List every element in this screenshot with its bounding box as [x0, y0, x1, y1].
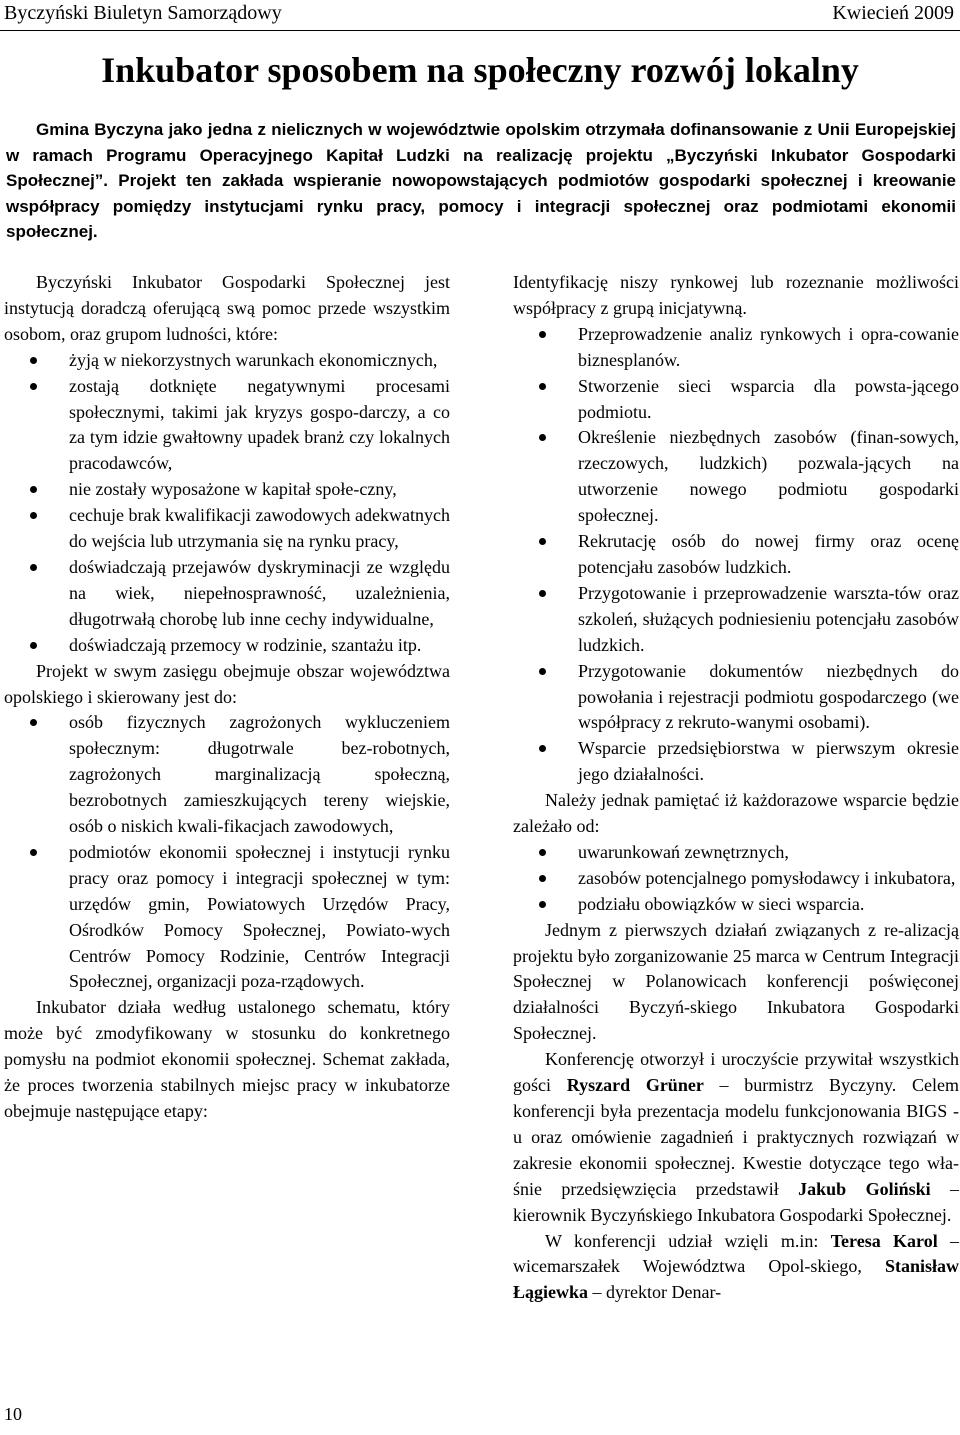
- bullet-icon: [539, 745, 546, 752]
- target-groups-list: [4, 348, 450, 659]
- list-item: Przeprowadzenie analiz rynkowych i opra-cowanie biznesplanów.: [513, 322, 959, 374]
- left-paragraph-3: Inkubator działa według ustalonego schematu, który może być zmodyfikowany w stosunku do konkretnego pomysłu na podmiot ekonomii społecznej. Schemat zakłada, że proces tworzenia stabilnych miejsc pracy w inkubatorze obejmuje następujące etapy:: [4, 997, 450, 1121]
- person-name: Stanisław Łągiewka: [513, 1256, 960, 1303]
- bullet-icon: [539, 331, 546, 338]
- list-item: podmiotów ekonomii społecznej i instytucji rynku pracy oraz pomocy i integracji społecznej w tym: urzędów gmin, Powiatowych Urzędów Pracy, Ośrodków Pomocy Społecznej, Powiato-wych Centrów Pomocy Rodzinie, Centrów Integracji Społecznej, organizacji poza-rządowych.: [4, 840, 450, 995]
- list-item: Rekrutację osób do nowej firmy oraz ocenę potencjału zasobów ludzkich.: [513, 529, 959, 581]
- issue-date: Kwiecień 2009: [832, 2, 954, 24]
- list-item: Stworzenie sieci wsparcia dla powsta-jącego podmiotu.: [513, 374, 959, 426]
- list-item: doświadczają przejawów dyskryminacji ze względu na wiek, niepełnosprawność, uzależnienia, długotrwałą chorobę lub inne cechy indywidualne,: [4, 555, 450, 633]
- bullet-icon: [30, 719, 37, 726]
- list-item: zostają dotknięte negatywnymi procesami społecznymi, takimi jak kryzys gospo-darczy, a co za tym idzie gwałtowny upadek branż czy lokalnych pracodawców,: [4, 374, 450, 478]
- list-item: Przygotowanie i przeprowadzenie warszta-tów oraz szkoleń, służących podniesieniu potencjału zasobów ludzkich.: [513, 581, 959, 659]
- person-name: Jakub Goliński: [798, 1178, 931, 1199]
- page-number: 10: [4, 1404, 22, 1424]
- bullet-icon: [539, 875, 546, 882]
- list-item: Określenie niezbędnych zasobów (finan-sowych, rzeczowych, ludzkich) pozwala-jących na utworzenie nowego podmiotu gospodarki społecznej.: [513, 425, 959, 529]
- bullet-icon: [30, 486, 37, 493]
- list-item: cechuje brak kwalifikacji zawodowych adekwatnych do wejścia lub utrzymania się na rynku pracy,: [4, 503, 450, 555]
- right-column: [513, 270, 959, 1306]
- left-paragraph-1: Byczyński Inkubator Gospodarki Społecznej jest instytucją doradczą oferującą swą pomoc przede wszystkim osobom, oraz grupom ludności, które:: [4, 272, 450, 344]
- left-paragraph-2: Projekt w swym zasięgu obejmuje obszar województwa opolskiego i skierowany jest do:: [4, 660, 450, 707]
- bullet-icon: [30, 512, 37, 519]
- bullet-icon: [539, 901, 546, 908]
- article-lead: Gmina Byczyna jako jedna z nielicznych w województwie opolskim otrzymała dofinansowanie z Unii Europejskiej w ramach Programu Operacyjnego Kapitał Ludzki na realizację projektu „Byczyński Inkubator Gospodarki Społecznej”. Projekt ten zakłada wspieranie nowopowstających podmiotów gospodarki społecznej i kreowanie współpracy pomiędzy instytucjami rynku pracy, pomocy i integracji społecznej oraz podmiotami ekonomii społecznej.: [6, 120, 956, 241]
- bullet-icon: [30, 849, 37, 856]
- person-name: Ryszard Grüner: [566, 1075, 704, 1096]
- list-item: Przygotowanie dokumentów niezbędnych do powołania i rejestracji podmiotu gospodarczego (we współpracy z rekruto-wanymi osobami).: [513, 659, 959, 737]
- bullet-icon: [539, 383, 546, 390]
- list-item: nie zostały wyposażone w kapitał społe-czny,: [4, 477, 450, 503]
- list-item: zasobów potencjalnego pomysłodawcy i inkubatora,: [513, 866, 959, 892]
- incubation-stages-list: [513, 322, 959, 788]
- list-item: osób fizycznych zagrożonych wykluczeniem społecznym: długotrwale bez-robotnych, zagrożonych marginalizacją społeczną, bezrobotnych zamieszkujących tereny wiejskie, osób o niskich kwali-fikacjach zawodowych,: [4, 710, 450, 840]
- right-paragraph-3: Jednym z pierwszych działań związanych z re-alizacją projektu było zorganizowanie 25 marca w Centrum Integracji Społecznej w Polanowicach konferencji poświęconej działalności Byczyń-skiego Inkubatora Gospodarki Społecznej.: [513, 919, 959, 1044]
- bullet-icon: [30, 383, 37, 390]
- running-head: [0, 0, 960, 31]
- project-audience-list: [4, 710, 450, 995]
- right-paragraph-1: Identyfikację niszy rynkowej lub rozeznanie możliwości współpracy z grupą inicjatywną.: [513, 272, 959, 318]
- article-title: Inkubator sposobem na społeczny rozwój lokalny: [101, 50, 859, 90]
- person-name: Teresa Karol: [830, 1230, 938, 1251]
- bullet-icon: [539, 668, 546, 675]
- list-item: uwarunkowań zewnętrznych,: [513, 840, 959, 866]
- right-paragraph-4: Konferencję otworzył i uroczyście przywitał wszystkich gości Ryszard Grüner – burmistrz Byczyny. Celem konferencji była prezentacja modelu funkcjonowania BIGS - u oraz omówienie zagadnień i praktycznych rozwiązań w zakresie ekonomii społecznej. Kwestie dotyczące tego wła-śnie przedsięwzięcia przedstawił Jakub Goliński – kierownik Byczyńskiego Inkubatora Gospodarki Społecznej.: [513, 1049, 960, 1225]
- list-item: Wsparcie przedsiębiorstwa w pierwszym okresie jego działalności.: [513, 736, 959, 788]
- bullet-icon: [539, 538, 546, 545]
- right-paragraph-5: W konferencji udział wzięli m.in: Teresa Karol – wicemarszałek Województwa Opol-skiego, Stanisław Łągiewka – dyrektor Denar-: [513, 1230, 960, 1303]
- left-column: [4, 270, 450, 1125]
- bullet-icon: [539, 434, 546, 441]
- publication-name: Byczyński Biuletyn Samorządowy: [4, 2, 282, 24]
- right-paragraph-2: Należy jednak pamiętać iż każdorazowe wsparcie będzie zależało od:: [513, 790, 959, 837]
- bullet-icon: [30, 357, 37, 364]
- bullet-icon: [539, 590, 546, 597]
- bullet-icon: [30, 564, 37, 571]
- list-item: żyją w niekorzystnych warunkach ekonomicznych,: [4, 348, 450, 374]
- bullet-icon: [30, 642, 37, 649]
- bullet-icon: [539, 849, 546, 856]
- list-item: doświadczają przemocy w rodzinie, szantażu itp.: [4, 633, 450, 659]
- list-item: podziału obowiązków w sieci wsparcia.: [513, 892, 959, 918]
- support-conditions-list: [513, 840, 959, 918]
